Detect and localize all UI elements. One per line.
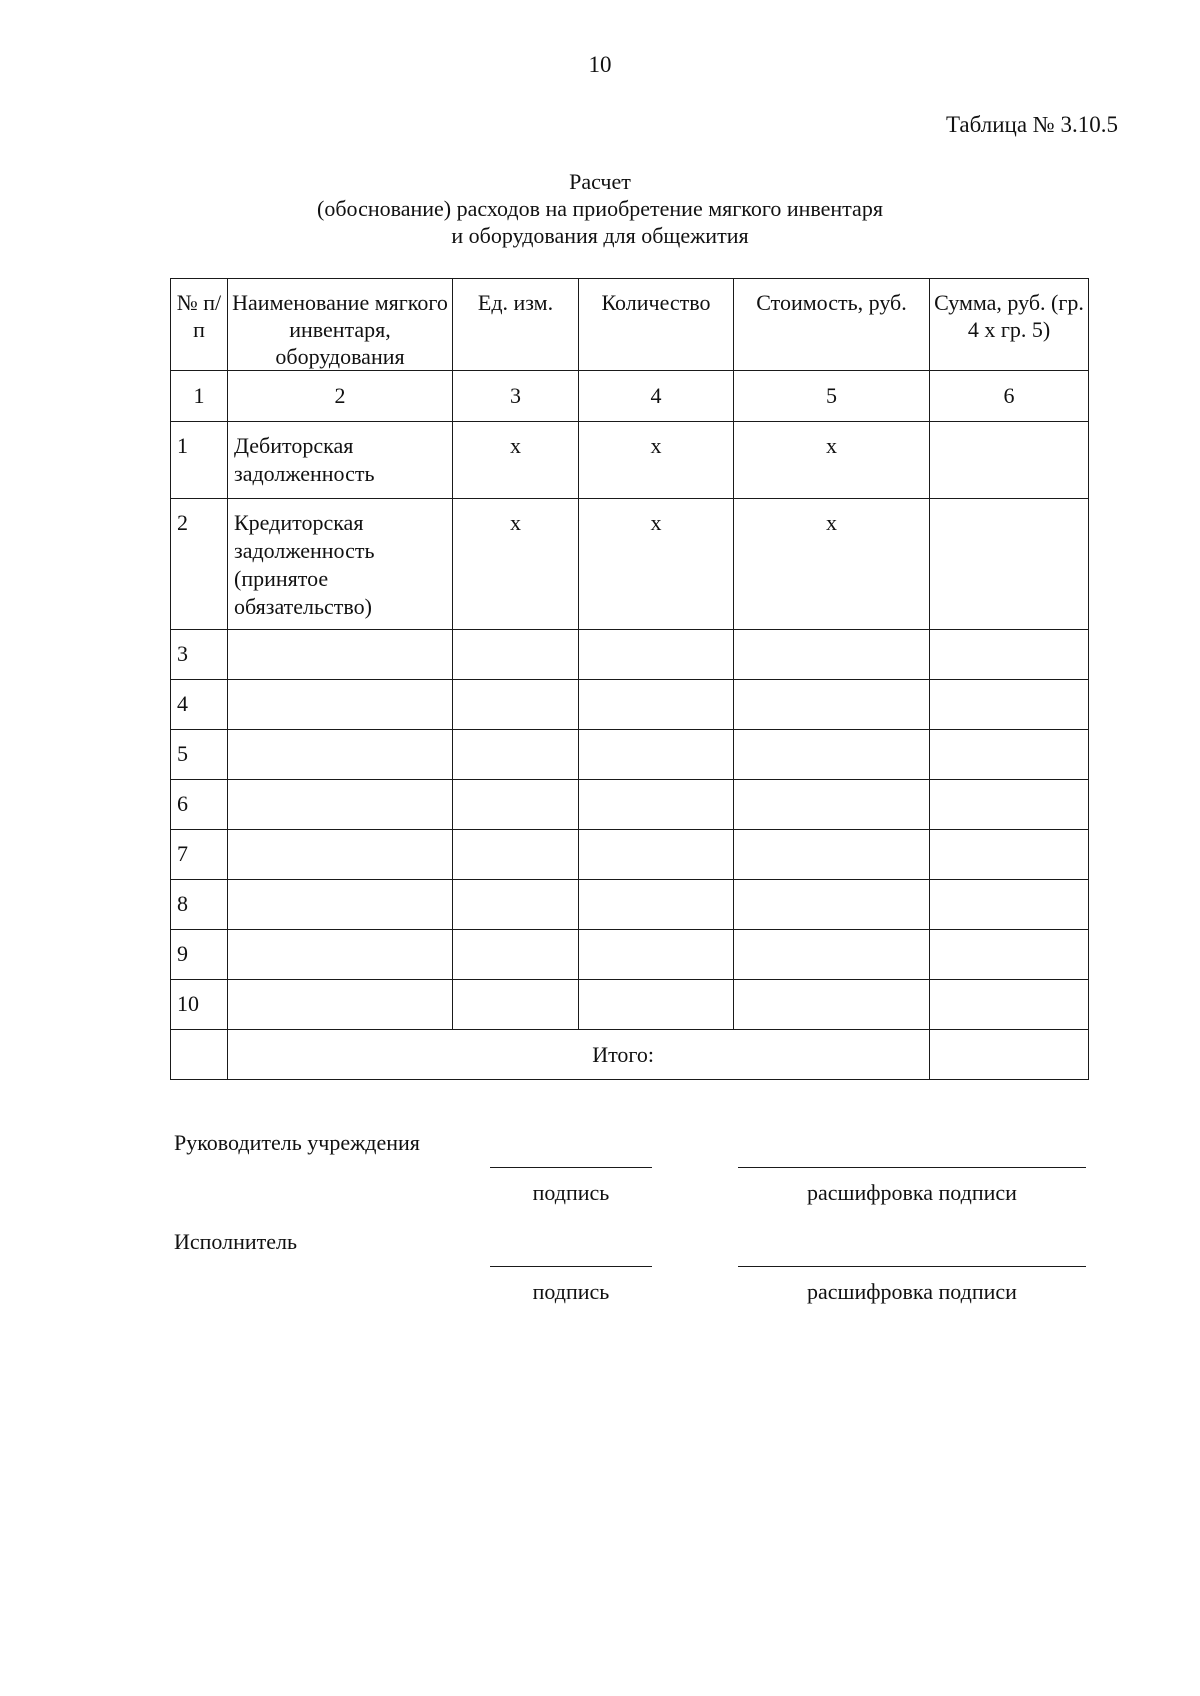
row-sum [930,780,1089,830]
row-number: 6 [171,780,228,830]
row-unit [453,680,579,730]
total-sum-cell [930,1030,1089,1080]
row-unit: х [453,422,579,499]
header-row [171,279,1089,371]
header-cost: Стоимость, руб. [734,279,930,371]
row-quantity [579,930,734,980]
row-cost: х [734,499,930,630]
head-signature-caption: подпись [532,1180,610,1205]
table-row [171,980,1089,1030]
column-number: 6 [930,371,1089,422]
row-number: 1 [171,422,228,499]
row-unit [453,830,579,880]
title-line-3: и оборудования для общежития [451,223,749,248]
header-unit: Ед. изм. [453,279,579,371]
row-cost [734,630,930,680]
column-number: 2 [228,371,453,422]
row-unit [453,780,579,830]
row-cost [734,780,930,830]
table-row [171,880,1089,930]
title-line-1: Расчет [569,169,631,194]
row-sum [930,930,1089,980]
row-number: 8 [171,880,228,930]
row-quantity [579,730,734,780]
column-number: 1 [171,371,228,422]
row-sum [930,630,1089,680]
row-name [228,630,453,680]
row-quantity: х [579,422,734,499]
row-name [228,980,453,1030]
row-sum [930,730,1089,780]
header-sum: Сумма, руб. (гр. 4 х гр. 5) [930,279,1089,371]
header-number: № п/п [171,279,228,371]
row-quantity: х [579,499,734,630]
row-sum [930,830,1089,880]
page-number: 10 [588,52,612,77]
executor-label: Исполнитель [174,1229,298,1254]
row-number: 4 [171,680,228,730]
head-label: Руководитель учреждения [174,1130,420,1155]
row-cost [734,680,930,730]
title-line-2: (обоснование) расходов на приобретение мягкого инвентаря [317,196,883,221]
row-number: 2 [171,499,228,630]
head-decoding-line [738,1167,1086,1168]
row-unit [453,980,579,1030]
row-unit: х [453,499,579,630]
row-cost [734,880,930,930]
table-row [171,499,1089,630]
row-quantity [579,880,734,930]
row-name [228,730,453,780]
row-number: 10 [171,980,228,1030]
total-label: Итого: [228,1030,930,1080]
table-row [171,780,1089,830]
row-quantity [579,780,734,830]
row-sum [930,980,1089,1030]
row-name [228,780,453,830]
row-quantity [579,630,734,680]
table-row [171,830,1089,880]
column-number: 3 [453,371,579,422]
column-number: 4 [579,371,734,422]
row-name [228,830,453,880]
row-number: 9 [171,930,228,980]
row-quantity [579,980,734,1030]
row-quantity [579,830,734,880]
row-number: 5 [171,730,228,780]
row-sum [930,499,1089,630]
table-row [171,422,1089,499]
executor-decoding-line [738,1266,1086,1267]
row-unit [453,730,579,780]
row-number: 7 [171,830,228,880]
table-row [171,930,1089,980]
row-cost [734,830,930,880]
head-signature-line [490,1167,652,1168]
executor-signature-caption: подпись [532,1279,610,1304]
row-cost [734,730,930,780]
row-sum [930,880,1089,930]
head-decoding-caption: расшифровка подписи [807,1180,1017,1205]
row-sum [930,680,1089,730]
row-cost: х [734,422,930,499]
row-unit [453,880,579,930]
table-label: Таблица № 3.10.5 [945,112,1118,137]
row-unit [453,930,579,980]
header-quantity: Количество [579,279,734,371]
row-number: 3 [171,630,228,680]
total-row [171,1030,1089,1080]
row-unit [453,630,579,680]
document-title [0,168,1200,249]
column-number-row [171,371,1089,422]
row-name [228,930,453,980]
calculation-table [170,278,1089,1080]
row-quantity [579,680,734,730]
header-name: Наименование мягкого инвентаря, оборудования [228,279,453,371]
row-name [228,880,453,930]
table-row [171,630,1089,680]
table-row [171,680,1089,730]
row-name: Дебиторская задолженность [228,422,453,499]
executor-decoding-caption: расшифровка подписи [807,1279,1017,1304]
table-row [171,730,1089,780]
total-empty-cell [171,1030,228,1080]
column-number: 5 [734,371,930,422]
row-cost [734,930,930,980]
executor-signature-line [490,1266,652,1267]
row-sum [930,422,1089,499]
row-name [228,680,453,730]
row-cost [734,980,930,1030]
row-name: Кредиторская задолженность (принятое обязательство) [228,499,453,630]
